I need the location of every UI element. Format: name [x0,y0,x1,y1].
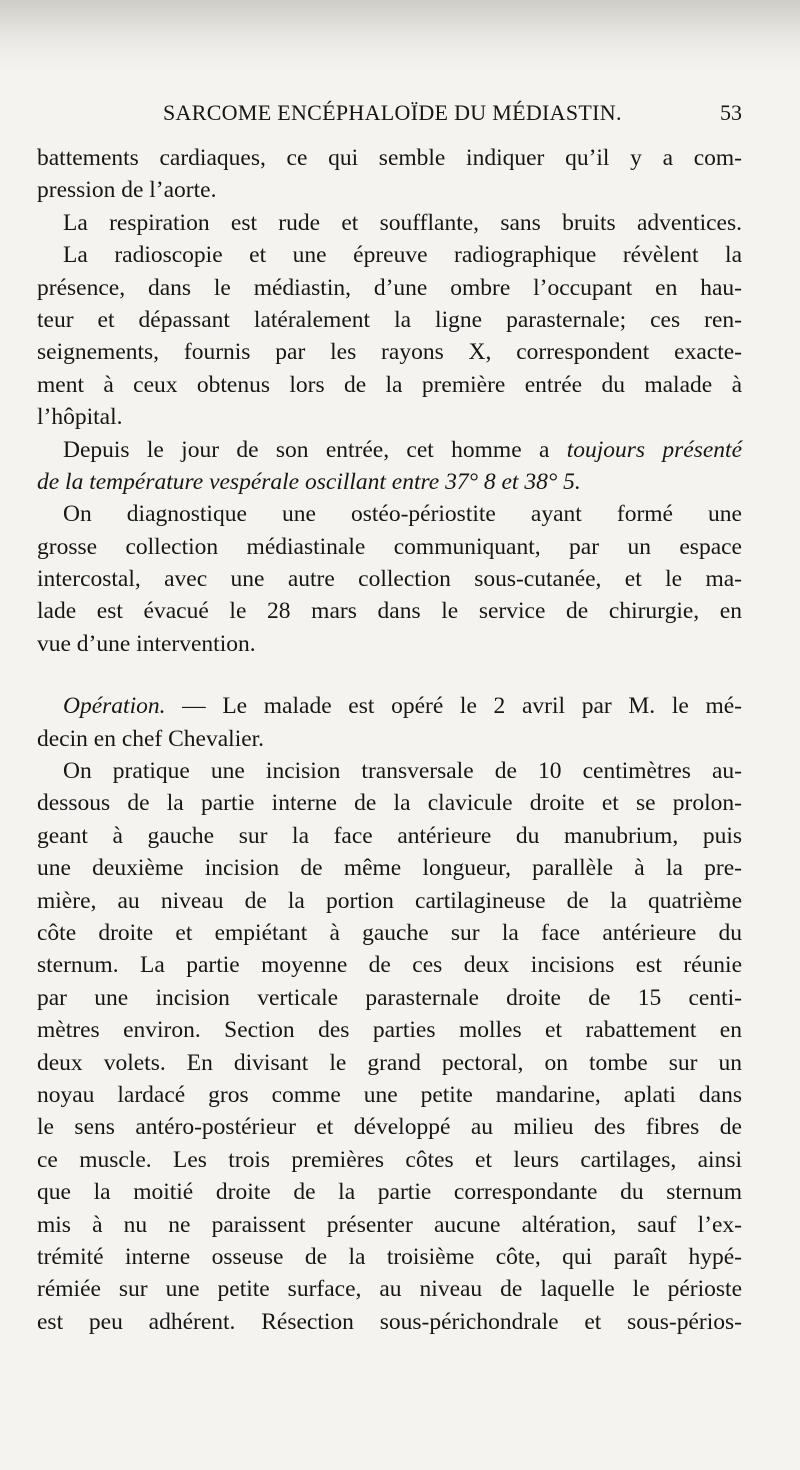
italic-run: toujours présenté [566,436,743,463]
running-title: SARCOME ENCÉPHALOÏDE DU MÉDIASTIN. [163,100,622,125]
text-line: ce muscle. Les trois premières côtes et leurs cartilages, ainsi [37,1146,742,1173]
paragraph [37,498,742,660]
text-line: présence, dans le médiastin, d’une ombre l’occupant en hau- [37,274,742,301]
page-header [37,100,742,132]
page-top-shadow [0,0,800,70]
text-line: battements cardiaques, ce qui semble indiquer qu’il y a com- [37,145,742,171]
text-line: sternum. La partie moyenne de ces deux incisions est réunie [37,952,742,979]
paragraph [37,142,742,207]
text-line: vue d’une intervention. [37,630,256,657]
text-line: mis à nu ne paraissent présenter aucune altération, sauf l’ex- [37,1211,742,1238]
text-line: mière, au niveau de la portion cartilagineuse de la quatrième [37,887,742,914]
text-line: seignements, fournis par les rayons X, correspondent exacte- [37,339,742,366]
text-line: mètres environ. Section des parties molles et rabattement en [37,1017,742,1044]
text-line: le sens antéro-postérieur et développé au milieu des fibres de [37,1114,742,1141]
text-line: rémiée sur une petite surface, au niveau de laquelle le périoste [37,1276,742,1303]
text-line: intercostal, avec une autre collection sous-cutanée, et le ma- [37,566,742,593]
text-line: une deuxième incision de même longueur, parallèle à la pre- [37,855,742,882]
text-line: par une incision verticale parasternale droite de 15 centi- [37,984,742,1011]
text-line [37,434,742,466]
text-line: pression de l’aorte. [37,177,217,204]
text-line: decin en chef Chevalier. [37,725,265,752]
text-line: que la moitié droite de la partie correspondante du sternum [37,1179,742,1206]
text-line: deux volets. En divisant le grand pectoral, on tombe sur un [37,1049,742,1076]
paragraph-gap [37,660,742,690]
text-line: est peu adhérent. Résection sous-périchondrale et sous-périos- [37,1308,742,1335]
text-line: l’hôpital. [37,404,123,431]
paragraph [37,434,742,499]
paragraph [37,755,742,1338]
paragraph [37,690,742,755]
text-line: On pratique une incision transversale de 10 centimètres au- [63,758,742,785]
page-number: 53 [720,100,742,125]
text-line: La respiration est rude et soufflante, sans bruits adventices. [63,209,742,236]
text-line: teur et dépassant latéralement la ligne parasternale; ces ren- [37,306,742,333]
text-line: lade est évacué le 28 mars dans le service de chirurgie, en [37,598,742,625]
paragraph [37,239,742,433]
text-line: trémité interne osseuse de la troisième côte, qui paraît hypé- [37,1243,742,1270]
text-line: côte droite et empiétant à gauche sur la face antérieure du [37,919,742,946]
text-line: geant à gauche sur la face antérieure du manubrium, puis [37,822,742,849]
text-line [37,690,742,722]
text-line: grosse collection médiastinale communiquant, par un espace [37,533,742,560]
italic-run: Opération. [63,693,166,720]
text-line: La radioscopie et une épreuve radiographique révèlent la [63,242,742,269]
body-text [37,142,742,1338]
text-run: Depuis le jour de son entrée, cet homme a [63,436,550,463]
text-line: ment à ceux obtenus lors de la première entrée du malade à [37,371,742,398]
text-line: noyau lardacé gros comme une petite mandarine, aplati dans [37,1081,742,1108]
text-line: dessous de la partie interne de la clavicule droite et se prolon- [37,790,742,817]
text-line: On diagnostique une ostéo-périostite ayant formé une [63,501,742,528]
text-line: de la température vespérale oscillant entre 37° 8 et 38° 5. [37,468,581,495]
paragraph [37,207,742,239]
text-run: — Le malade est opéré le 2 avril par M. le mé- [165,693,742,720]
